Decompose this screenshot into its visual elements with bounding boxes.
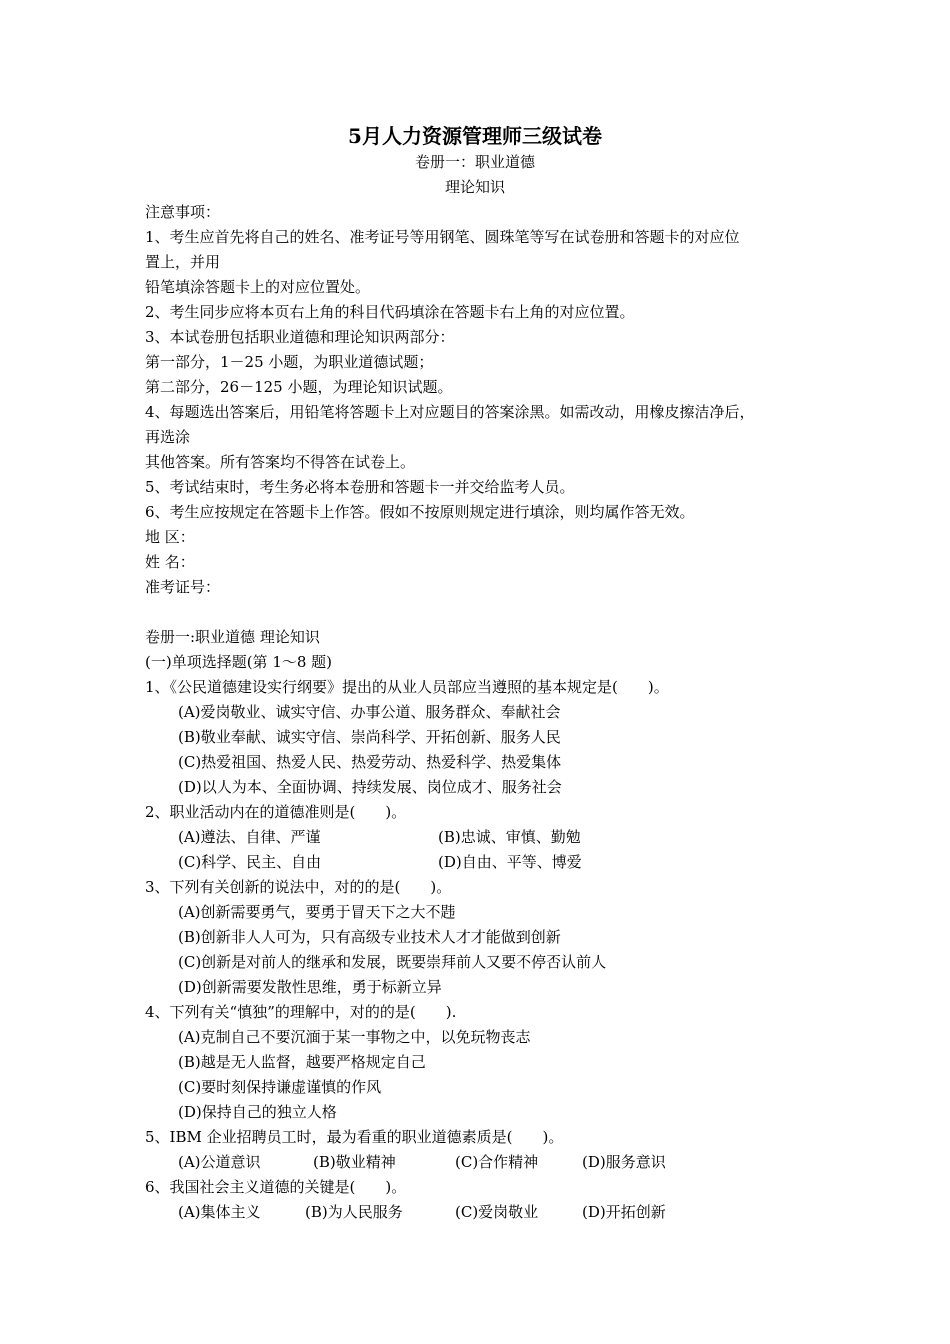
question-4-option-a: (A)克制自己不要沉湎于某一事物之中，以免玩物丧志 (178, 1028, 531, 1046)
question-2-option-d: (D)自由、平等、博爱 (438, 853, 582, 871)
section-heading: 卷册一:职业道德 理论知识 (145, 628, 320, 646)
question-5-stem: 5、IBM 企业招聘员工时，最为看重的职业道德素质是( )。 (145, 1128, 564, 1146)
notice-line: 3、本试卷册包括职业道德和理论知识两部分： (145, 328, 455, 346)
question-4-option-b: (B)越是无人监督，越要严格规定自己 (178, 1053, 426, 1071)
notice-line: 6、考生应按规定在答题卡上作答。假如不按原则规定进行填涂，则均属作答无效。 (145, 503, 695, 521)
field-region: 地 区： (145, 528, 195, 546)
question-1-option-a: (A)爱岗敬业、诚实守信、办事公道、服务群众、奉献社会 (178, 703, 561, 721)
notice-heading: 注意事项： (145, 203, 221, 221)
question-1-option-d: (D)以人为本、全面协调、持续发展、岗位成才、服务社会 (178, 778, 562, 796)
question-3-option-d: (D)创新需要发散性思维，勇于标新立异 (178, 978, 442, 996)
question-3-option-c: (C)创新是对前人的继承和发展，既要崇拜前人又要不停否认前人 (178, 953, 607, 971)
question-1-option-c: (C)热爱祖国、热爱人民、热爱劳动、热爱科学、热爱集体 (178, 753, 562, 771)
question-3-option-b: (B)创新非人人可为，只有高级专业技术人才才能做到创新 (178, 928, 561, 946)
question-5-option-a: (A)公道意识 (178, 1153, 261, 1171)
notice-line: 5、考试结束时，考生务必将本卷册和答题卡一并交给监考人员。 (145, 478, 575, 496)
question-6-option-a: (A)集体主义 (178, 1203, 261, 1221)
notice-line: 置上，并用 (145, 253, 221, 271)
question-5-option-d: (D)服务意识 (582, 1153, 666, 1171)
notice-line: 其他答案。所有答案均不得答在试卷上。 (145, 453, 416, 471)
notice-line: 2、考生同步应将本页右上角的科目代码填涂在答题卡右上角的对应位置。 (145, 303, 635, 321)
question-6-option-d: (D)开拓创新 (582, 1203, 666, 1221)
field-exam-number: 准考证号： (145, 578, 221, 596)
notice-line: 铅笔填涂答题卡上的对应位置处。 (145, 278, 371, 296)
field-name: 姓 名： (145, 553, 195, 571)
question-4-stem: 4、下列有关“慎独”的理解中，对的的是( ). (145, 1003, 457, 1021)
question-2-stem: 2、职业活动内在的道德准则是( )。 (145, 803, 407, 821)
notice-line: 第二部分，26－125 小题，为理论知识试题。 (145, 378, 453, 396)
question-6-stem: 6、我国社会主义道德的关键是( )。 (145, 1178, 407, 1196)
notice-line: 1、考生应首先将自己的姓名、准考证号等用钢笔、圆珠笔等写在试卷册和答题卡的对应位 (145, 228, 740, 246)
notice-line: 再选涂 (145, 428, 191, 446)
notice-line: 第一部分，1－25 小题，为职业道德试题； (145, 353, 434, 371)
question-3-option-a: (A)创新需要勇气，要勇于冒天下之大不韪 (178, 903, 456, 921)
question-4-option-c: (C)要时刻保持谦虚谨慎的作风 (178, 1078, 382, 1096)
notice-line: 4、每题选出答案后，用铅笔将答题卡上对应题目的答案涂黑。如需改动，用橡皮擦洁净后， (145, 403, 755, 421)
question-4-option-d: (D)保持自己的独立人格 (178, 1103, 337, 1121)
subtitle-topic: 理论知识 (444, 178, 505, 196)
question-2-option-a: (A)遵法、自律、严谨 (178, 828, 321, 846)
question-1-option-b: (B)敬业奉献、诚实守信、崇尚科学、开拓创新、服务人民 (178, 728, 561, 746)
question-5-option-b: (B)敬业精神 (313, 1153, 396, 1171)
question-5-option-c: (C)合作精神 (455, 1153, 539, 1171)
question-2-option-b: (B)忠诚、审慎、勤勉 (438, 828, 581, 846)
part-heading: (一)单项选择题(第 1～8 题) (145, 653, 333, 671)
question-6-option-c: (C)爱岗敬业 (455, 1203, 539, 1221)
document-title: 5月人力资源管理师三级试卷 (348, 124, 602, 148)
question-6-option-b: (B)为人民服务 (305, 1203, 403, 1221)
question-1-stem: 1、《公民道德建设实行纲要》提出的从业人员部应当遵照的基本规定是( )。 (145, 678, 669, 696)
subtitle-volume: 卷册一：职业道德 (414, 153, 535, 171)
question-3-stem: 3、下列有关创新的说法中，对的的是( )。 (145, 878, 452, 896)
question-2-option-c: (C)科学、民主、自由 (178, 853, 322, 871)
